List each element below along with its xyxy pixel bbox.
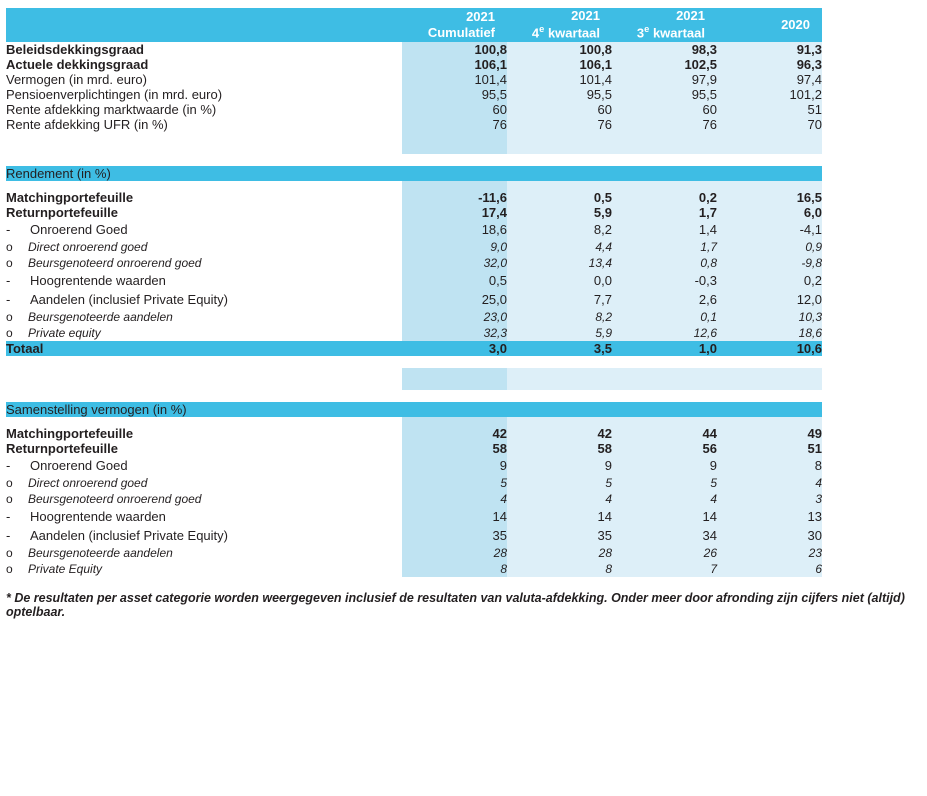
table-cell-value: 58 bbox=[507, 441, 612, 456]
table-cell-value: 5 bbox=[612, 475, 717, 491]
table-row bbox=[6, 491, 822, 507]
table-cell-value: 0,0 bbox=[507, 271, 612, 290]
spacer-cell bbox=[717, 368, 822, 390]
table-cell-value: 95,5 bbox=[402, 87, 507, 102]
table-row bbox=[6, 271, 822, 290]
table-cell-value: 9 bbox=[612, 456, 717, 475]
table-cell-value: 30 bbox=[717, 526, 822, 545]
spacer-cell bbox=[402, 181, 507, 190]
table-cell-value: 4 bbox=[402, 491, 507, 507]
table-cell-value: 95,5 bbox=[507, 87, 612, 102]
table-row-label bbox=[6, 441, 402, 456]
table-row bbox=[6, 309, 822, 325]
spacer-cell bbox=[6, 132, 402, 154]
section-blank bbox=[612, 166, 717, 181]
spacer-row bbox=[6, 368, 822, 390]
table-cell-value: 100,8 bbox=[507, 42, 612, 57]
section-blank bbox=[717, 402, 822, 417]
bullet-circle-icon: o bbox=[6, 325, 13, 340]
table-row-label bbox=[6, 475, 402, 491]
spacer-cell bbox=[612, 390, 717, 402]
section-title: Samenstelling vermogen (in %) bbox=[6, 402, 402, 417]
total-value: 1,0 bbox=[612, 341, 717, 356]
table-row bbox=[6, 117, 822, 132]
table-row-label bbox=[6, 325, 402, 341]
spacer-cell bbox=[6, 154, 402, 166]
spacer-row bbox=[6, 356, 822, 368]
table-row-label bbox=[6, 426, 402, 441]
row-label-text: Beursgenoteerde aandelen bbox=[28, 309, 173, 324]
table-header-cell: 2021 Cumulatief bbox=[402, 8, 507, 42]
row-label-text: Beursgenoteerde aandelen bbox=[28, 545, 173, 560]
table-cell-value: 23,0 bbox=[402, 309, 507, 325]
table-cell-value: 97,4 bbox=[717, 72, 822, 87]
table-cell-value: 8,2 bbox=[507, 220, 612, 239]
table-row bbox=[6, 239, 822, 255]
spacer-cell bbox=[507, 154, 612, 166]
table-row bbox=[6, 57, 822, 72]
table-cell-value: 14 bbox=[507, 507, 612, 526]
footnote: * De resultaten per asset categorie worden weergegeven inclusief de resultaten van valuta-afdekking. Onder meer door afronding zijn cijfers niet (altijd) optelbaar. bbox=[6, 590, 905, 619]
table-body bbox=[6, 8, 822, 577]
total-value: 3,0 bbox=[402, 341, 507, 356]
table-row-label bbox=[6, 309, 402, 325]
bullet-dash-icon: - bbox=[6, 272, 11, 288]
table-header-blank bbox=[6, 8, 402, 42]
section-blank bbox=[507, 402, 612, 417]
table-cell-value: 44 bbox=[612, 426, 717, 441]
table-row bbox=[6, 205, 822, 220]
table-cell-value: 18,6 bbox=[717, 325, 822, 341]
table-cell-value: 101,2 bbox=[717, 87, 822, 102]
spacer-cell bbox=[6, 417, 402, 426]
table-cell-value: 56 bbox=[612, 441, 717, 456]
spacer-cell bbox=[402, 417, 507, 426]
table-cell-value: 17,4 bbox=[402, 205, 507, 220]
table-cell-value: 14 bbox=[402, 507, 507, 526]
table-cell-value: 0,9 bbox=[717, 239, 822, 255]
table-row-label bbox=[6, 190, 402, 205]
spacer-cell bbox=[717, 181, 822, 190]
row-label-text: Returnportefeuille bbox=[6, 440, 118, 456]
row-label-text: Hoogrentende waarden bbox=[30, 272, 166, 288]
row-label-text: Matchingportefeuille bbox=[6, 425, 134, 441]
row-label-text: Returnportefeuille bbox=[6, 204, 118, 220]
table-cell-value: 8,2 bbox=[507, 309, 612, 325]
table-section-row bbox=[6, 166, 822, 181]
table-cell-value: 60 bbox=[612, 102, 717, 117]
spacer-cell bbox=[402, 356, 507, 368]
table-cell-value: 16,5 bbox=[717, 190, 822, 205]
table-cell-value: 4 bbox=[507, 491, 612, 507]
table-cell-value: 76 bbox=[612, 117, 717, 132]
bullet-circle-icon: o bbox=[6, 545, 13, 560]
bullet-dash-icon: - bbox=[6, 527, 11, 543]
spacer-cell bbox=[717, 356, 822, 368]
table-row-label bbox=[6, 87, 402, 102]
table-cell-value: 42 bbox=[507, 426, 612, 441]
section-blank bbox=[507, 166, 612, 181]
table-header-cell: 2021 3e kwartaal bbox=[612, 8, 717, 42]
table-cell-value: 100,8 bbox=[402, 42, 507, 57]
spacer-cell bbox=[717, 417, 822, 426]
table-row bbox=[6, 441, 822, 456]
total-label: Totaal bbox=[6, 341, 402, 356]
table-cell-value: 0,8 bbox=[612, 255, 717, 271]
table-row-label bbox=[6, 117, 402, 132]
table-cell-value: 60 bbox=[402, 102, 507, 117]
table-cell-value: 1,7 bbox=[612, 239, 717, 255]
table-row-label bbox=[6, 239, 402, 255]
table-row bbox=[6, 526, 822, 545]
row-label-text: Direct onroerend goed bbox=[28, 239, 148, 254]
table-cell-value: 13,4 bbox=[507, 255, 612, 271]
total-value: 10,6 bbox=[717, 341, 822, 356]
row-label-text: Beleidsdekkingsgraad bbox=[6, 41, 144, 57]
bullet-circle-icon: o bbox=[6, 309, 13, 324]
table-cell-value: 91,3 bbox=[717, 42, 822, 57]
table-row bbox=[6, 475, 822, 491]
bullet-circle-icon: o bbox=[6, 491, 13, 506]
section-blank bbox=[402, 402, 507, 417]
table-cell-value: 6 bbox=[717, 561, 822, 577]
spacer-cell bbox=[402, 368, 507, 390]
table-cell-value: 9 bbox=[507, 456, 612, 475]
table-row bbox=[6, 42, 822, 57]
table-cell-value: 3 bbox=[717, 491, 822, 507]
table-cell-value: 51 bbox=[717, 441, 822, 456]
table-row-label bbox=[6, 290, 402, 309]
table-cell-value: 1,4 bbox=[612, 220, 717, 239]
table-cell-value: 51 bbox=[717, 102, 822, 117]
spacer-cell bbox=[612, 132, 717, 154]
row-label-text: Actuele dekkingsgraad bbox=[6, 56, 149, 72]
table-cell-value: 12,6 bbox=[612, 325, 717, 341]
bullet-circle-icon: o bbox=[6, 239, 13, 254]
table-cell-value: 5,9 bbox=[507, 325, 612, 341]
spacer-row bbox=[6, 181, 822, 190]
table-cell-value: 25,0 bbox=[402, 290, 507, 309]
section-blank bbox=[612, 402, 717, 417]
table-cell-value: 23 bbox=[717, 545, 822, 561]
table-row bbox=[6, 545, 822, 561]
table-row-label bbox=[6, 507, 402, 526]
table-cell-value: 6,0 bbox=[717, 205, 822, 220]
spacer-cell bbox=[507, 356, 612, 368]
spacer-cell bbox=[507, 417, 612, 426]
row-label-text: Matchingportefeuille bbox=[6, 189, 134, 205]
spacer-cell bbox=[507, 368, 612, 390]
table-cell-value: 18,6 bbox=[402, 220, 507, 239]
table-row-label bbox=[6, 42, 402, 57]
table-row bbox=[6, 102, 822, 117]
row-label-text: Rente afdekking marktwaarde (in %) bbox=[6, 101, 217, 117]
table-row bbox=[6, 220, 822, 239]
table-cell-value: 98,3 bbox=[612, 42, 717, 57]
section-title: Rendement (in %) bbox=[6, 166, 402, 181]
spacer-cell bbox=[402, 390, 507, 402]
table-section-row bbox=[6, 402, 822, 417]
table-cell-value: 102,5 bbox=[612, 57, 717, 72]
table-cell-value: 35 bbox=[402, 526, 507, 545]
table-row bbox=[6, 290, 822, 309]
table-cell-value: 76 bbox=[507, 117, 612, 132]
table-cell-value: 7 bbox=[612, 561, 717, 577]
spacer-cell bbox=[6, 356, 402, 368]
table-cell-value: -4,1 bbox=[717, 220, 822, 239]
table-cell-value: -0,3 bbox=[612, 271, 717, 290]
table-row bbox=[6, 456, 822, 475]
table-cell-value: 9,0 bbox=[402, 239, 507, 255]
spacer-cell bbox=[402, 132, 507, 154]
table-cell-value: 106,1 bbox=[507, 57, 612, 72]
table-row-label bbox=[6, 72, 402, 87]
spacer-row bbox=[6, 132, 822, 154]
table-row-label bbox=[6, 57, 402, 72]
spacer-cell bbox=[507, 132, 612, 154]
spacer-row bbox=[6, 417, 822, 426]
row-label-text: Onroerend Goed bbox=[30, 457, 128, 473]
table-cell-value: 14 bbox=[612, 507, 717, 526]
table-row-label bbox=[6, 102, 402, 117]
table-cell-value: 97,9 bbox=[612, 72, 717, 87]
table-cell-value: 0,5 bbox=[402, 271, 507, 290]
spacer-cell bbox=[507, 181, 612, 190]
table-cell-value: 0,2 bbox=[612, 190, 717, 205]
spacer-cell bbox=[612, 368, 717, 390]
section-blank bbox=[717, 166, 822, 181]
table-row-label bbox=[6, 491, 402, 507]
spacer-cell bbox=[612, 356, 717, 368]
bullet-dash-icon: - bbox=[6, 291, 11, 307]
row-label-text: Beursgenoteerd onroerend goed bbox=[28, 491, 202, 506]
table-row-label bbox=[6, 220, 402, 239]
bullet-dash-icon: - bbox=[6, 457, 11, 473]
table-cell-value: -9,8 bbox=[717, 255, 822, 271]
table-cell-value: -11,6 bbox=[402, 190, 507, 205]
table-cell-value: 4,4 bbox=[507, 239, 612, 255]
spacer-cell bbox=[612, 154, 717, 166]
table-cell-value: 5 bbox=[402, 475, 507, 491]
table-cell-value: 101,4 bbox=[507, 72, 612, 87]
row-label-text: Private equity bbox=[28, 325, 101, 340]
table-cell-value: 32,3 bbox=[402, 325, 507, 341]
table-cell-value: 101,4 bbox=[402, 72, 507, 87]
bullet-circle-icon: o bbox=[6, 475, 13, 490]
table-row-label bbox=[6, 545, 402, 561]
spacer-cell bbox=[507, 390, 612, 402]
table-cell-value: 10,3 bbox=[717, 309, 822, 325]
bullet-dash-icon: - bbox=[6, 508, 11, 524]
table-row-label bbox=[6, 526, 402, 545]
table-total-row bbox=[6, 341, 822, 356]
row-label-text: Onroerend Goed bbox=[30, 221, 128, 237]
table-row-label bbox=[6, 456, 402, 475]
table-row-label bbox=[6, 271, 402, 290]
table-header-cell: 2021 4e kwartaal bbox=[507, 8, 612, 42]
table-row bbox=[6, 87, 822, 102]
financial-table bbox=[6, 8, 822, 577]
row-label-text: Vermogen (in mrd. euro) bbox=[6, 71, 147, 87]
table-row-label bbox=[6, 561, 402, 577]
spacer-cell bbox=[612, 417, 717, 426]
financial-summary-sheet bbox=[0, 8, 927, 796]
total-value: 3,5 bbox=[507, 341, 612, 356]
spacer-cell bbox=[6, 368, 402, 390]
row-label-text: Private Equity bbox=[28, 561, 103, 576]
table-row bbox=[6, 507, 822, 526]
section-blank bbox=[402, 166, 507, 181]
spacer-cell bbox=[717, 154, 822, 166]
row-label-text: Beursgenoteerd onroerend goed bbox=[28, 255, 202, 270]
table-cell-value: 76 bbox=[402, 117, 507, 132]
table-cell-value: 58 bbox=[402, 441, 507, 456]
table-cell-value: 8 bbox=[507, 561, 612, 577]
table-header-cell: 2020 bbox=[717, 8, 822, 42]
bullet-circle-icon: o bbox=[6, 255, 13, 270]
table-cell-value: 5 bbox=[507, 475, 612, 491]
spacer-cell bbox=[717, 132, 822, 154]
table-cell-value: 9 bbox=[402, 456, 507, 475]
table-row bbox=[6, 561, 822, 577]
row-label-text: Aandelen (inclusief Private Equity) bbox=[30, 291, 228, 307]
bullet-dash-icon: - bbox=[6, 221, 11, 237]
table-cell-value: 28 bbox=[402, 545, 507, 561]
table-cell-value: 2,6 bbox=[612, 290, 717, 309]
spacer-cell bbox=[612, 181, 717, 190]
bullet-circle-icon: o bbox=[6, 561, 13, 576]
table-cell-value: 4 bbox=[717, 475, 822, 491]
table-cell-value: 49 bbox=[717, 426, 822, 441]
row-label-text: Hoogrentende waarden bbox=[30, 508, 166, 524]
table-cell-value: 12,0 bbox=[717, 290, 822, 309]
spacer-row bbox=[6, 154, 822, 166]
table-row bbox=[6, 426, 822, 441]
row-label-text: Rente afdekking UFR (in %) bbox=[6, 116, 168, 132]
table-cell-value: 1,7 bbox=[612, 205, 717, 220]
table-cell-value: 4 bbox=[612, 491, 717, 507]
table-cell-value: 8 bbox=[402, 561, 507, 577]
table-row bbox=[6, 72, 822, 87]
table-row bbox=[6, 190, 822, 205]
table-cell-value: 70 bbox=[717, 117, 822, 132]
spacer-cell bbox=[6, 390, 402, 402]
table-row-label bbox=[6, 255, 402, 271]
table-cell-value: 0,5 bbox=[507, 190, 612, 205]
table-cell-value: 35 bbox=[507, 526, 612, 545]
spacer-cell bbox=[717, 390, 822, 402]
table-cell-value: 0,1 bbox=[612, 309, 717, 325]
table-cell-value: 13 bbox=[717, 507, 822, 526]
spacer-cell bbox=[6, 181, 402, 190]
row-label-text: Pensioenverplichtingen (in mrd. euro) bbox=[6, 86, 223, 102]
row-label-text: Direct onroerend goed bbox=[28, 475, 148, 490]
table-cell-value: 96,3 bbox=[717, 57, 822, 72]
row-label-text: Aandelen (inclusief Private Equity) bbox=[30, 527, 228, 543]
table-cell-value: 60 bbox=[507, 102, 612, 117]
table-row-label bbox=[6, 205, 402, 220]
table-cell-value: 8 bbox=[717, 456, 822, 475]
table-cell-value: 26 bbox=[612, 545, 717, 561]
table-cell-value: 0,2 bbox=[717, 271, 822, 290]
table-cell-value: 106,1 bbox=[402, 57, 507, 72]
table-cell-value: 32,0 bbox=[402, 255, 507, 271]
table-cell-value: 42 bbox=[402, 426, 507, 441]
table-row bbox=[6, 255, 822, 271]
table-header-row bbox=[6, 8, 822, 42]
table-cell-value: 7,7 bbox=[507, 290, 612, 309]
spacer-row bbox=[6, 390, 822, 402]
table-cell-value: 5,9 bbox=[507, 205, 612, 220]
table-row bbox=[6, 325, 822, 341]
table-cell-value: 34 bbox=[612, 526, 717, 545]
spacer-cell bbox=[402, 154, 507, 166]
table-cell-value: 28 bbox=[507, 545, 612, 561]
table-cell-value: 95,5 bbox=[612, 87, 717, 102]
